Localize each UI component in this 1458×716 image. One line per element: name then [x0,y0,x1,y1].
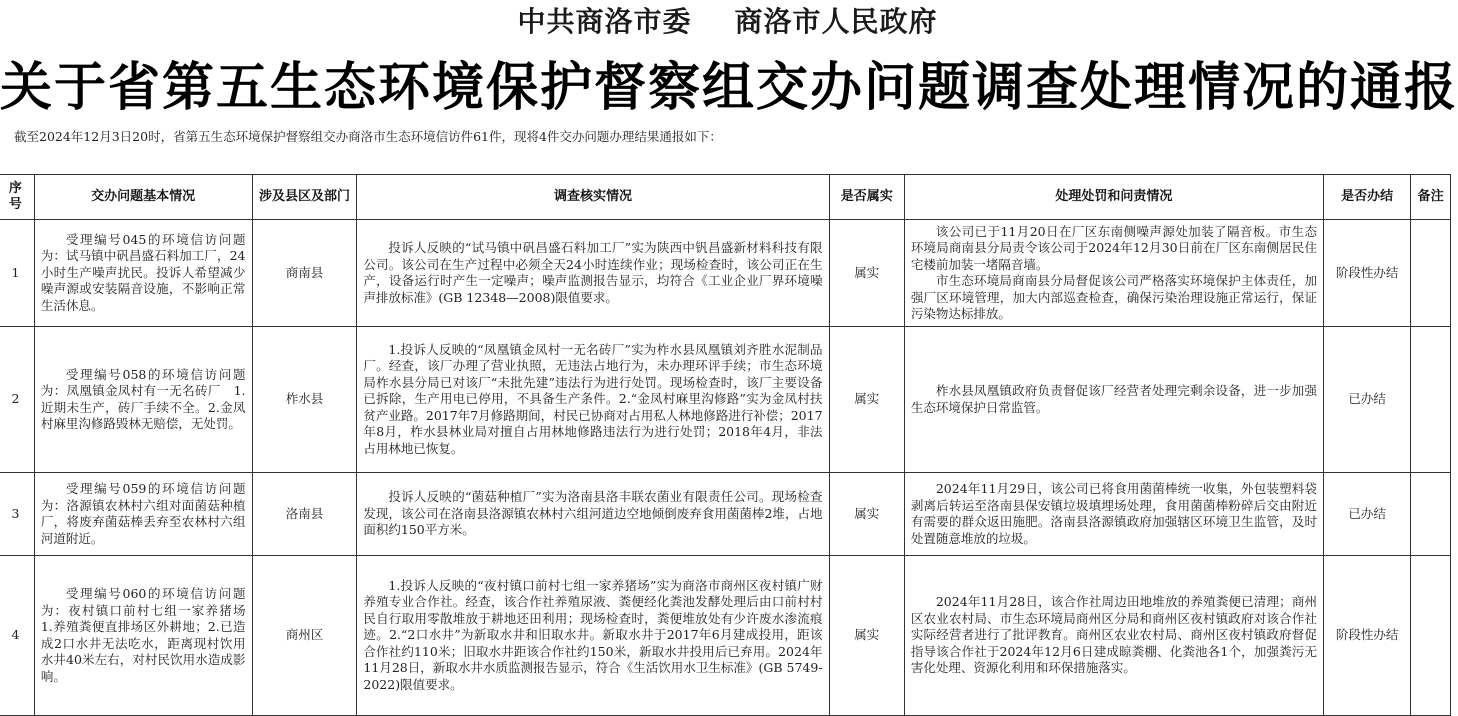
handling-text: 市生态环境局商南县分局督促该公司严格落实环境保护主体责任，加强厂区环境管理，加大内部巡查检查，确保污染治理设施正常运行，保证污染物达标排放。 [910,273,1317,321]
cell-no: 3 [0,473,34,556]
handling-text: 该公司已于11月20日在厂区东南侧噪声源处加装了隔音板。市生态环境局商南县分局责令该公司于2024年12月30日前在厂区东南侧居民住宅楼前加装一堵隔音墙。 [910,223,1317,272]
report-table [0,174,1451,716]
intro-text: 截至2024年12月3日20时，省第五生态环境保护督察组交办商洛市生态环境信访件61件，现将4件交办问题办理结果通报如下： [14,129,722,144]
cell-handling [904,327,1323,473]
cell-problem [34,220,252,327]
column-header-problem: 交办问题基本情况 [34,175,252,220]
problem-text: 受理编号058的环境信访问题为：凤凰镇金凤村有一无名砖厂 1.近期未生产，砖厂手续不全。2.金凤村麻里沟修路毁林无赔偿，无处罚。 [40,366,246,431]
column-header-investigation: 调查核实情况 [357,175,829,220]
investigation-text: 1.投诉人反映的“夜村镇口前村七组一家养猪场”实为商洛市商州区夜村镇广财养殖专业合作社。经查，该合作社养殖尿液、粪便经化粪池发酵处理后由口前村村民自行取用零散堆放于耕地还田利用；现场检查时，粪便堆放处有少许废水渗流痕迹。2.“2口水井”为新取水井和旧取水井。新取水井于2017年6月建成投用，距该合作社约110米；旧取水井距该合作社约150米，新取水井投用后已弃用。2024年11月28日，新取水井水质监测报告显示，符合《生活饮用水卫生标准》(GB 5749-2022)限值要求。 [363,577,823,692]
cell-no: 2 [0,327,34,473]
cell-area: 洛南县 [252,473,357,556]
table-header-row [0,175,1451,220]
cell-investigation [357,220,829,327]
cell-area: 柞水县 [252,327,357,473]
cell-authentic: 属实 [829,473,904,556]
cell-authentic: 属实 [829,327,904,473]
problem-text: 受理编号060的环境信访问题为：夜村镇口前村七组一家养猪场 1.养殖粪便直排场区外耕地；2.已造成2口水井无法吃水，距离现村饮用水井40米左右，对村民饮用水造成影响。 [40,586,259,684]
table-row [0,220,1451,327]
table-row [0,327,1451,473]
column-header-remark: 备注 [1411,175,1451,220]
cell-no: 4 [0,556,34,716]
column-header-authentic: 是否属实 [829,175,904,220]
investigation-text: 投诉人反映的“试马镇中矾昌盛石料加工厂”实为陕西中钒昌盛新材料科技有限公司。该公司在生产过程中必须全天24小时连续作业；现场检查时，该公司正在生产，设备运行时产生一定噪声；噪声监测报告显示，均符合《工业企业厂界环境噪声排放标准》(GB 12348—2008)限值要求。 [363,240,823,305]
investigation-text: 投诉人反映的“菌菇种植厂”实为洛南县洛丰联农菌业有限责任公司。现场检查发现，该公司在洛南县洛源镇农林村六组河道边空地倾倒废弃食用菌菌棒2堆，占地面积约150平方米。 [363,489,823,538]
problem-text: 受理编号045的环境信访问题为：试马镇中矾昌盛石料加工厂，24小时生产噪声扰民。投诉人希望减少噪声源或安装隔音设施，不影响正常生活休息。 [40,231,246,313]
issuer-line: 中共商洛市委 商洛市人民政府 [517,5,938,38]
page-title: 关于省第五生态环境保护督察组交办问题调查处理情况的通报 [0,58,1458,118]
problem-text: 受理编号059的环境信访问题为：洛源镇农林村六组对面菌菇种植厂，将废弃菌菇棒丢弃至农林村六组河道附近。 [40,481,246,546]
cell-completed: 已办结 [1324,473,1411,556]
cell-investigation [357,473,829,556]
cell-handling [904,220,1323,327]
column-header-completed: 是否办结 [1324,175,1411,220]
cell-authentic: 属实 [829,220,904,327]
cell-completed: 阶段性办结 [1324,220,1411,327]
cell-remark [1411,327,1451,473]
cell-investigation [357,327,829,473]
cell-handling [904,473,1323,556]
cell-area: 商南县 [252,220,357,327]
cell-no: 1 [0,220,34,327]
cell-handling [904,556,1323,716]
table-row [0,556,1451,716]
cell-completed: 阶段性办结 [1324,556,1411,716]
column-header-area: 涉及县区及部门 [252,175,357,220]
handling-text: 2024年11月28日，该合作社周边田地堆放的养殖粪便已清理；商州区农业农村局、市生态环境局商州区分局和商州区夜村镇政府对该合作社实际经营者进行了批评教育。商州区农业农村局、商州区夜村镇政府督促指导该合作社于2024年12月6日建成晾粪棚、化粪池各1个，加强粪污无害化处理、资源化利用和环保措施落实。 [910,594,1317,676]
cell-problem [34,473,252,556]
cell-authentic: 属实 [829,556,904,716]
column-header-handling: 处理处罚和问责情况 [904,175,1323,220]
cell-area: 商州区 [252,556,357,716]
cell-problem [34,556,259,716]
cell-remark [1411,220,1451,327]
table-row [0,473,1451,556]
handling-text: 2024年11月29日，该公司已将食用菌菌棒统一收集，外包装塑料袋剥离后转运至洛南县保安镇垃圾填埋场处理，食用菌菌棒粉碎后交由附近有需要的群众返田施肥。洛南县洛源镇政府加强辖区环境卫生监管，及时处置随意堆放的垃圾。 [910,481,1317,546]
handling-text: 柞水县凤凰镇政府负责督促该厂经营者处理完剩余设备，进一步加强生态环境保护日常监管。 [910,383,1317,415]
investigation-text: 1.投诉人反映的“凤凰镇金凤村一无名砖厂”实为柞水县凤凰镇刘齐胜水泥制品厂。经查，该厂办理了营业执照，无违法占地行为，未办理环评手续；市生态环境局柞水县分局已对该厂“未批先建”违法行为进行处罚。现场检查时，该厂主要设备已拆除，生产用电已停用，不具备生产条件。2.“金凤村麻里沟修路”实为金凤村扶贫产业路。2017年7月修路期间，村民已协商对占用私人林地修路进行补偿；2017年8月，柞水县林业局对擅自占用林地修路违法行为进行处罚；2018年4月，非法占用林地已恢复。 [363,341,823,456]
cell-completed: 已办结 [1324,327,1411,473]
cell-problem [34,327,252,473]
cell-remark [1411,473,1451,556]
cell-investigation [357,556,829,716]
column-header-no: 序号 [0,175,34,220]
cell-remark [1411,556,1451,716]
